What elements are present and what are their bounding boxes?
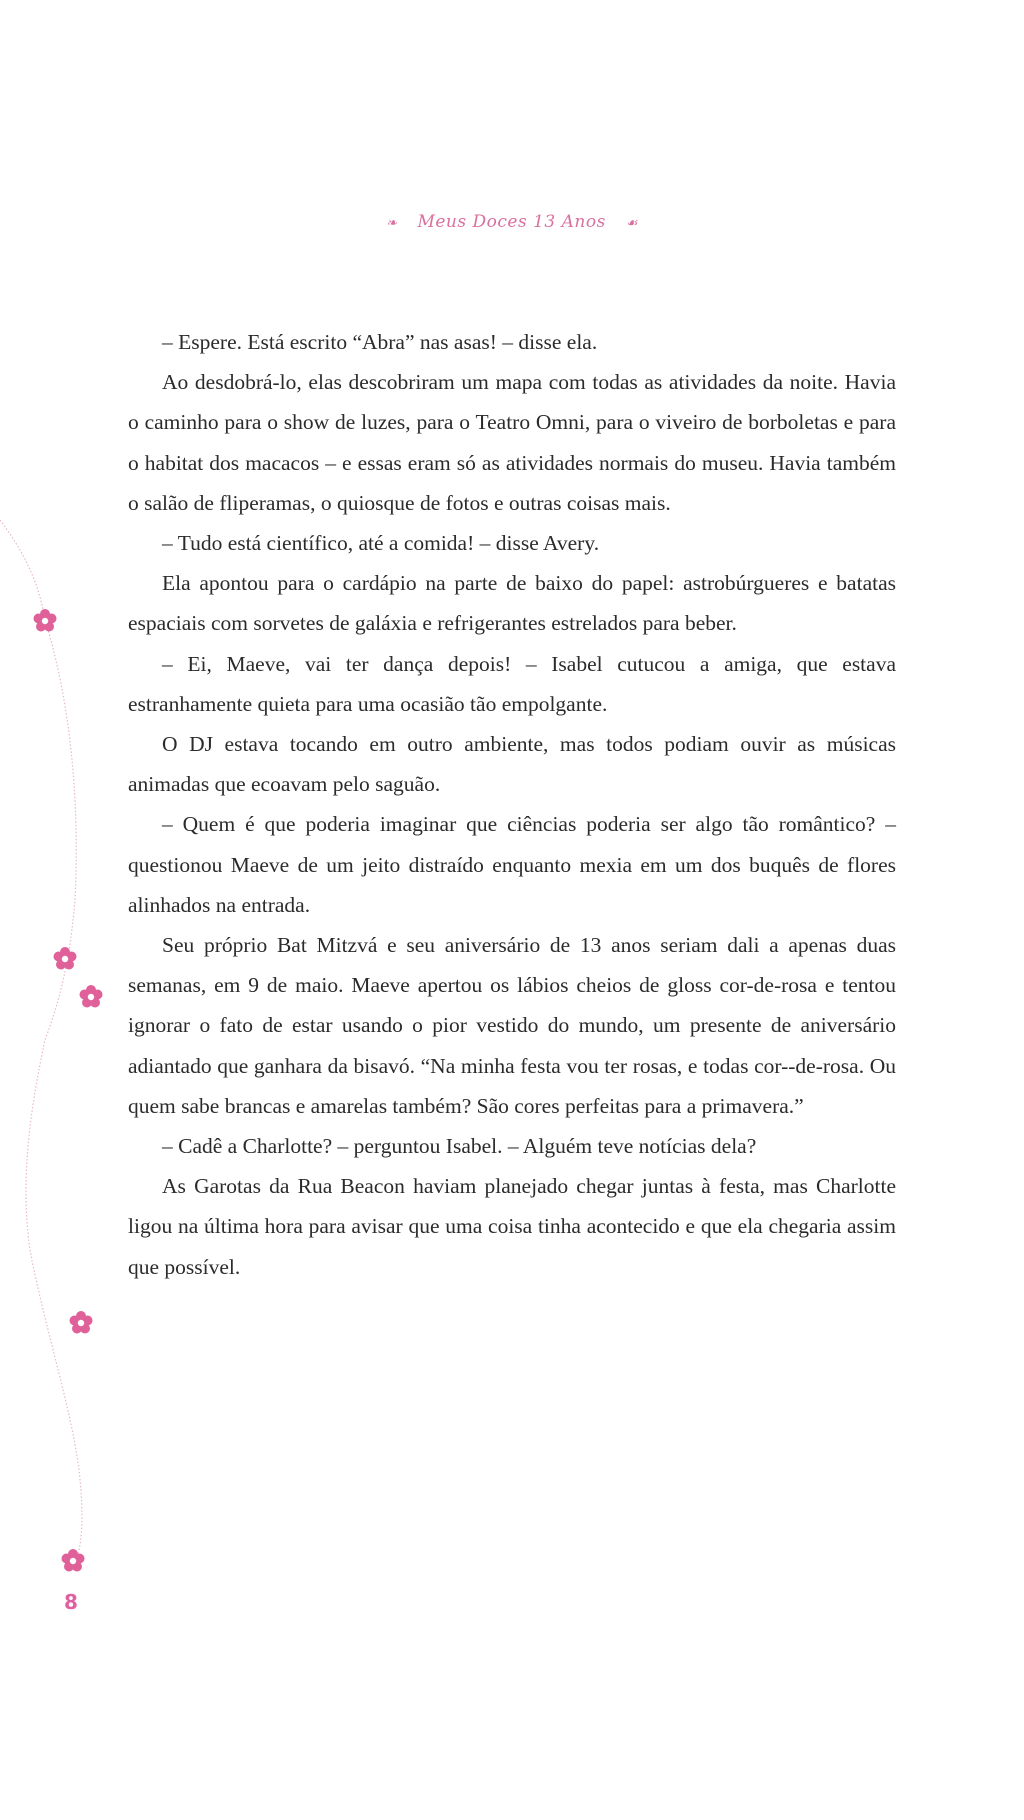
flower-icon	[32, 608, 58, 634]
right-flourish-icon: ☙	[625, 216, 638, 231]
paragraph: Ela apontou para o cardápio na parte de baixo do papel: astrobúrgueres e batatas espaciais com sorvetes de galáxia e refrigerantes estrelados para beber.	[128, 571, 896, 636]
left-flourish-icon: ❧	[386, 216, 398, 231]
paragraph: – Tudo está científico, até a comida! – disse Avery.	[162, 531, 600, 556]
paragraph: – Ei, Maeve, vai ter dança depois! – Isabel cutucou a amiga, que estava estranhamente quieta para uma ocasião tão empolgante.	[128, 651, 896, 716]
flower-icon	[52, 946, 78, 972]
paragraph: Ao desdobrá-lo, elas descobriram um mapa com todas as atividades da noite. Havia o caminho para o show de luzes, para o Teatro Omni, para o viveiro de borboletas e para o habitat dos macacos – e essas eram só as atividades normais do museu. Havia também o salão de fliperamas, o quiosque de fotos e outras coisas mais.	[128, 370, 896, 515]
paragraph: – Espere. Está escrito “Abra” nas asas! – disse ela.	[162, 330, 598, 354]
page-number: 8	[64, 1590, 78, 1614]
paragraph: O DJ estava tocando em outro ambiente, mas todos podiam ouvir as músicas animadas que ecoavam pelo saguão.	[128, 732, 896, 797]
flower-icon	[60, 1548, 86, 1574]
body-text	[128, 322, 896, 1287]
flower-icon	[68, 1310, 94, 1336]
paragraph: – Cadê a Charlotte? – perguntou Isabel. – Alguém teve notícias dela?	[162, 1134, 757, 1159]
vine-decoration	[0, 0, 140, 1820]
book-title: Meus Doces 13 Anos	[417, 212, 606, 232]
paragraph: As Garotas da Rua Beacon haviam planejado chegar juntas à festa, mas Charlotte ligou na última hora para avisar que uma coisa tinha acontecido e que ela chegaria assim que possível.	[128, 1174, 896, 1279]
running-head	[0, 212, 1024, 232]
paragraph: – Quem é que poderia imaginar que ciências poderia ser algo tão romântico? – questionou Maeve de um jeito distraído enquanto mexia em um dos buquês de flores alinhados na entrada.	[128, 812, 896, 917]
paragraph: Seu próprio Bat Mitzvá e seu aniversário de 13 anos seriam dali a apenas duas semanas, em 9 de maio. Maeve apertou os lábios cheios de gloss cor-de-rosa e tentou ignorar o fato de estar usando o pior vestido do mundo, um presente de aniversário adiantado que ganhara da bisavó. “Na minha festa vou ter rosas, e todas cor--de-rosa. Ou quem sabe brancas e amarelas também? São cores perfeitas para a primavera.”	[128, 933, 896, 1118]
flower-icon	[78, 984, 104, 1010]
